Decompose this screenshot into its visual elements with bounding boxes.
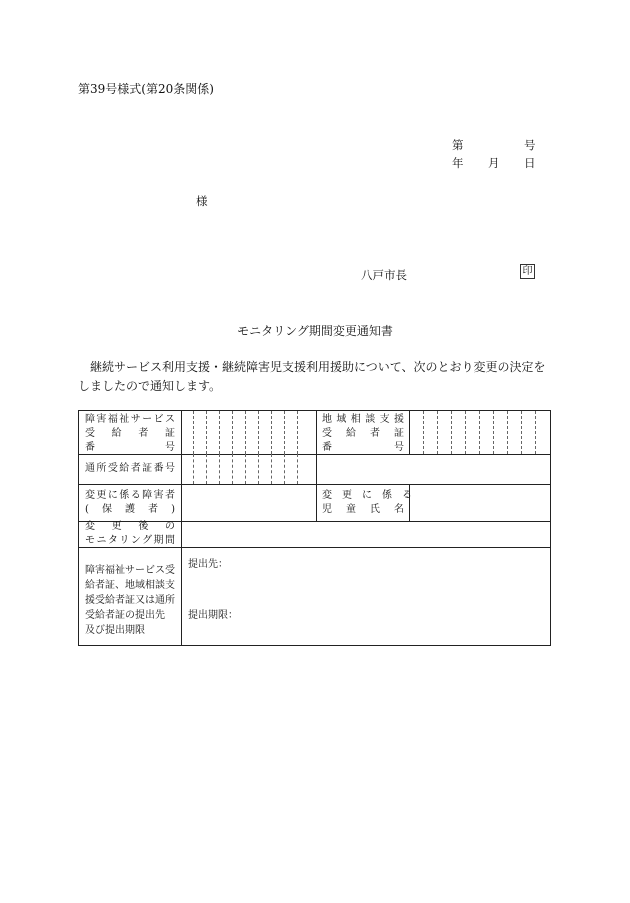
column-divider (316, 484, 317, 521)
disabled-person-label: 変更に係る障害者 ( 保 護 者 ) (85, 490, 175, 515)
label-column-divider (181, 411, 182, 645)
document-number-suffix: 号 (524, 138, 536, 152)
date-day-label: 日 (524, 156, 536, 170)
new-monitoring-period-label: 変 更 後 の モニタリング期間 (85, 521, 175, 546)
document-title: モニタリング期間変更通知書 (237, 324, 393, 338)
table-row-divider (79, 484, 550, 485)
consult-cert-number-label: 地域相談支援 受 給 者 証 番 号 (322, 414, 404, 453)
recipient-honorific: 様 (196, 194, 208, 208)
submit-to-label: 提出先： (188, 559, 228, 570)
submission-destination-label: 障害福祉サービス受 給者証、地域相談支 援受給者証又は通所 受給者証の提出先 及び提出期限 (85, 565, 175, 636)
issuer-name: 八戸市長 (361, 268, 407, 282)
submit-deadline-label: 提出期限： (188, 610, 238, 621)
day-service-cert-number-label: 通所受給者証番号 (85, 463, 175, 474)
form-number: 第39号様式(第20条関係) (78, 82, 214, 96)
form-table (78, 410, 551, 646)
date-year-label: 年 (452, 156, 464, 170)
seal-mark: 印 (520, 264, 535, 279)
child-name-label: 変 更 に 係 る 児 童 氏 名 (322, 490, 412, 515)
document-number-label: 第 (452, 138, 464, 152)
body-text: 継続サービス利用支援・継続障害児支援利用援助について、次のとおり変更の決定をしましたので通知します。 (78, 360, 546, 393)
welfare-cert-number-label: 障害福祉サービス 受 給 者 証 番 号 (85, 414, 175, 453)
date-month-label: 月 (488, 156, 500, 170)
column-divider (409, 411, 410, 454)
column-divider (316, 411, 317, 484)
